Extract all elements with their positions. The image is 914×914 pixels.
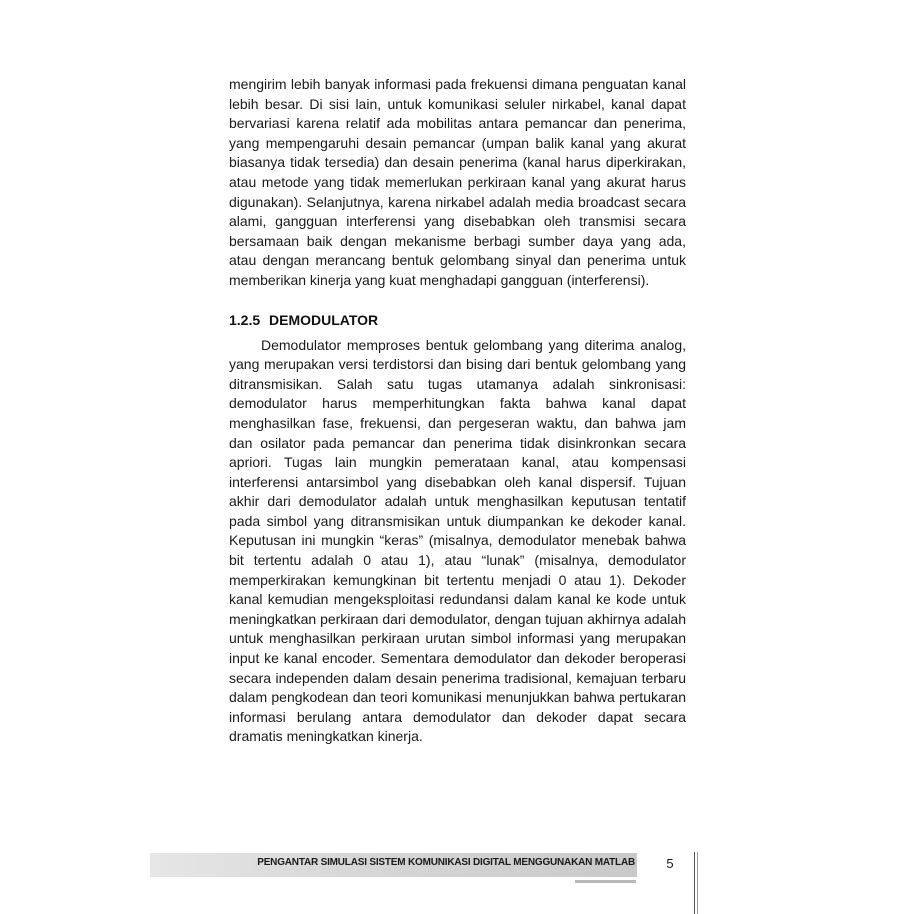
footer-book-title: PENGANTAR SIMULASI SISTEM KOMUNIKASI DIGITAL MENGGUNAKAN MATLAB [257, 857, 635, 868]
page-number: 5 [666, 856, 674, 871]
paragraph-wireless-channel: mengirim lebih banyak informasi pada frekuensi dimana penguatan kanal lebih besar. Di sisi lain, untuk komunikasi seluler nirkabel, kanal dapat bervariasi karena relatif ada mobilitas antara pemancar dan penerima, yang mempengaruhi desain pemancar (umpan balik kanal yang akurat biasanya tidak tersedia) dan desain penerima (kanal harus diperkirakan, atau metode yang tidak memerlukan perkiraan kanal yang akurat harus digunakan). Selanjutnya, karena nirkabel adalah media broadcast secara alami, gangguan interferensi yang disebabkan oleh transmisi secara bersamaan baik dengan mekanisme berbagi sumber daya yang ada, atau dengan merancang bentuk gelombang sinyal dan penerima untuk memberikan kinerja yang kuat menghadapi gangguan (interferensi). [229, 76, 686, 288]
footer-underline [575, 880, 636, 883]
section-number: 1.2.5 [229, 311, 261, 328]
margin-rule [694, 852, 695, 914]
page-body [229, 75, 686, 747]
margin-rule-secondary [697, 852, 698, 914]
paragraph-demodulator: Demodulator memproses bentuk gelombang yang diterima analog, yang merupakan versi terdistorsi dan bising dari bentuk gelombang yang ditransmisikan. Salah satu tugas utamanya adalah sinkronisasi: demodulator harus memperhitungkan fakta bahwa kanal dapat menghasilkan fase, frekuensi, dan pergeseran waktu, dan bahwa jam dan osilator pada pemancar dan penerima tidak disinkronkan secara apriori. Tugas lain mungkin pemerataan kanal, atau kompensasi interferensi antarsimbol yang disebabkan oleh kanal dispersif. Tujuan akhir dari demodulator adalah untuk menghasilkan keputusan tentatif pada simbol yang ditransmisikan untuk diumpankan ke dekoder kanal. Keputusan ini mungkin “keras” (misalnya, demodulator menebak bahwa bit tertentu adalah 0 atau 1), atau “lunak” (misalnya, demodulator memperkirakan kemungkinan bit tertentu menjadi 0 atau 1). Dekoder kanal kemudian mengeksploitasi redundansi dalam kanal ke kode untuk meningkatkan perkiraan dari demodulator, dengan tujuan akhirnya adalah untuk menghasilkan perkiraan urutan simbol informasi yang merupakan input ke kanal encoder. Sementara demodulator dan dekoder beroperasi secara independen dalam desain penerima tradisional, kemajuan terbaru dalam pengkodean dan teori komunikasi menunjukkan bahwa pertukaran informasi berulang antara demodulator dan dekoder dapat secara dramatis meningkatkan kinerja. [229, 336, 686, 745]
footer-bar [150, 853, 637, 877]
section-heading [229, 311, 686, 330]
section-title: DEMODULATOR [269, 311, 379, 328]
